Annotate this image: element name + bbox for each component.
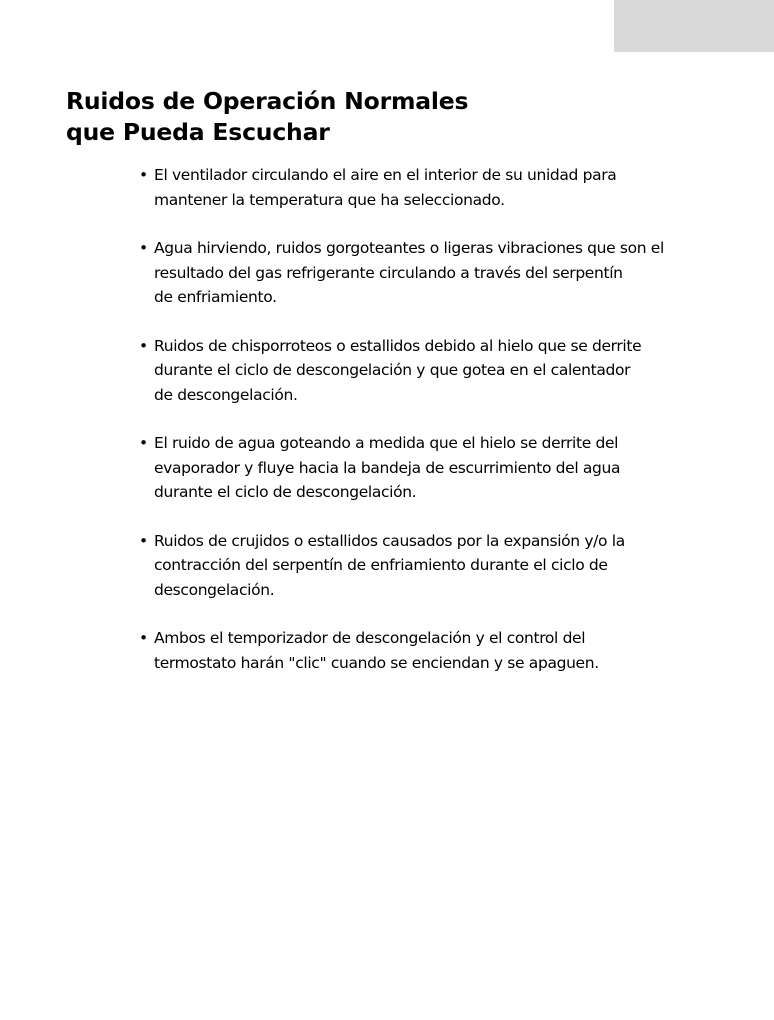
noise-item-cracking (139, 529, 699, 603)
noise-item-line: • El ruido de agua goteando a medida que el hielo se derrite del (154, 434, 619, 452)
noise-item-sizzling (139, 334, 699, 408)
page-title-line-2: que Pueda Escuchar (66, 118, 330, 146)
noise-item-line: de descongelación. (154, 385, 298, 404)
noise-list (139, 163, 699, 699)
noise-item-line: • Ruidos de chisporroteos o estallidos debido al hielo que se derrite (154, 336, 642, 355)
page-title-line-1: Ruidos de Operación Normales (66, 87, 469, 115)
noise-item-line: • El ventilador circulando el aire en el interior de su unidad para (154, 166, 617, 184)
noise-item-line: durante el ciclo de descongelación. (154, 483, 417, 501)
corner-tab (614, 0, 774, 52)
noise-item-line: resultado del gas refrigerante circulando a través del serpentín (154, 263, 623, 282)
noise-item-clicking (139, 626, 699, 675)
noise-item-line: evaporador y fluye hacia la bandeja de escurrimiento del agua (154, 458, 621, 477)
noise-item-boiling-water (139, 236, 699, 310)
noise-item-line: contracción del serpentín de enfriamiento durante el ciclo de (154, 556, 608, 574)
page-title (66, 86, 468, 148)
noise-item-line: de enfriamiento. (154, 288, 277, 306)
noise-item-line: mantener la temperatura que ha seleccionado. (154, 190, 505, 209)
noise-item-line: durante el ciclo de descongelación y que gotea en el calentador (154, 361, 631, 379)
noise-item-line: termostato harán "clic" cuando se enciendan y se apaguen. (154, 653, 599, 672)
noise-item-line: • Ambos el temporizador de descongelación y el control del (154, 629, 586, 647)
noise-item-line: • Agua hirviendo, ruidos gorgoteantes o ligeras vibraciones que son el (154, 239, 664, 257)
noise-item-line: • Ruidos de crujidos o estallidos causados por la expansión y/o la (154, 531, 625, 550)
noise-item-fan (139, 163, 699, 212)
noise-item-line: descongelación. (154, 580, 275, 599)
noise-item-dripping-water (139, 431, 699, 505)
